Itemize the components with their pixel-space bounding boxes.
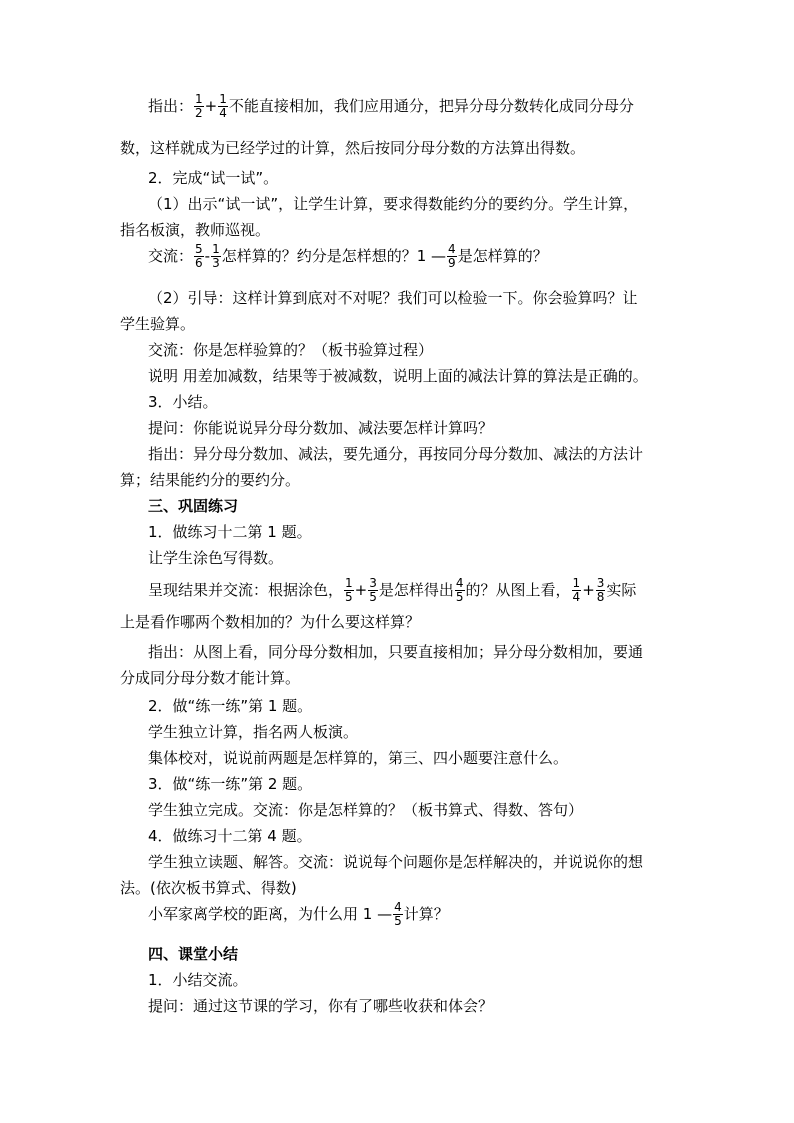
text-run: 学生验算。 bbox=[120, 315, 196, 333]
fraction-denominator: 5 bbox=[345, 590, 353, 604]
text-run: 计算？ bbox=[403, 905, 449, 923]
text-run: 3．小结。 bbox=[148, 393, 218, 411]
paragraph-line bbox=[148, 896, 754, 932]
fraction-denominator: 6 bbox=[195, 256, 203, 270]
fraction-numerator: 1 bbox=[219, 92, 227, 106]
text-run: 1．小结交流。 bbox=[148, 971, 248, 989]
paragraph-line bbox=[148, 88, 754, 124]
paragraph-line bbox=[120, 668, 754, 688]
text-run: 数，这样就成为已经学过的计算，然后按同分母分数的方法算出得数。 bbox=[120, 139, 586, 157]
text-run: 学生独立计算，指名两人板演。 bbox=[148, 723, 359, 741]
text-run: 指名板演，教师巡视。 bbox=[120, 221, 271, 239]
fraction-denominator: 5 bbox=[394, 914, 402, 928]
text-run: 小军家离学校的距离，为什么用 1 — bbox=[148, 905, 393, 923]
paragraph-line bbox=[120, 612, 754, 632]
paragraph-line bbox=[148, 522, 754, 542]
fraction-denominator: 4 bbox=[219, 106, 227, 120]
fraction-numerator: 5 bbox=[195, 242, 203, 256]
fraction-denominator: 8 bbox=[596, 590, 605, 604]
text-run: 三、巩固练习 bbox=[148, 497, 239, 515]
paragraph-line bbox=[120, 470, 754, 490]
fraction bbox=[368, 577, 378, 604]
fraction-denominator: 4 bbox=[572, 590, 581, 604]
fraction bbox=[393, 901, 403, 928]
text-run: + bbox=[582, 581, 595, 599]
text-run: 提问：你能说说异分母分数加、减法要怎样计算吗？ bbox=[148, 419, 494, 437]
paragraph-line bbox=[148, 548, 754, 568]
paragraph-line bbox=[148, 418, 754, 438]
text-run: 不能直接相加，我们应用通分，把异分母分数转化成同分母分 bbox=[228, 97, 634, 115]
text-run: 提问：通过这节课的学习，你有了哪些收获和体会？ bbox=[148, 997, 494, 1015]
paragraph-line bbox=[148, 722, 754, 742]
fraction bbox=[447, 243, 457, 270]
text-run: 是怎样得出 bbox=[378, 581, 454, 599]
fraction-denominator: 5 bbox=[455, 590, 464, 604]
fraction bbox=[596, 577, 606, 604]
fraction-denominator: 3 bbox=[212, 256, 220, 270]
paragraph-line bbox=[148, 826, 754, 846]
fraction bbox=[194, 93, 204, 120]
text-run: 4．做练习十二第 4 题。 bbox=[148, 827, 312, 845]
paragraph-line bbox=[148, 696, 754, 716]
fraction-denominator: 2 bbox=[195, 106, 203, 120]
text-run: 学生独立读题、解答。交流：说说每个问题你是怎样解决的，并说说你的想 bbox=[148, 853, 644, 871]
text-run: 是怎样算的？ bbox=[457, 247, 548, 265]
paragraph-line bbox=[148, 572, 754, 608]
paragraph-line bbox=[148, 970, 754, 990]
paragraph-line bbox=[148, 288, 754, 308]
text-run: + bbox=[354, 581, 368, 599]
paragraph-line bbox=[148, 852, 754, 872]
paragraph-line bbox=[148, 366, 754, 386]
paragraph-line bbox=[148, 194, 754, 214]
text-run: 指出：从图上看，同分母分数相加，只要直接相加；异分母分数相加，要通 bbox=[148, 643, 644, 661]
paragraph-line bbox=[148, 774, 754, 794]
fraction-numerator: 3 bbox=[369, 576, 377, 590]
paragraph-line bbox=[148, 800, 754, 820]
text-run: 让学生涂色写得数。 bbox=[148, 549, 284, 567]
text-run: 1．做练习十二第 1 题。 bbox=[148, 523, 312, 541]
paragraph-line bbox=[148, 340, 754, 360]
text-run: 2．完成“试一试”。 bbox=[148, 169, 279, 187]
fraction-numerator: 1 bbox=[195, 92, 203, 106]
fraction bbox=[455, 577, 465, 604]
paragraph-line bbox=[148, 392, 754, 412]
text-run: 上是看作哪两个数相加的？为什么要这样算？ bbox=[120, 613, 421, 631]
fraction-numerator: 1 bbox=[345, 576, 353, 590]
text-run: 呈现结果并交流：根据涂色， bbox=[148, 581, 344, 599]
text-run: 2．做“练一练”第 1 题。 bbox=[148, 697, 313, 715]
fraction-numerator: 3 bbox=[596, 576, 605, 590]
section-heading bbox=[148, 944, 754, 964]
fraction-denominator: 5 bbox=[369, 590, 377, 604]
text-run: 3．做“练一练”第 2 题。 bbox=[148, 775, 313, 793]
text-run: 学生独立完成。交流：你是怎样算的？（板书算式、得数、答句） bbox=[148, 801, 584, 819]
fraction-numerator: 4 bbox=[394, 900, 402, 914]
fraction-numerator: 1 bbox=[572, 576, 581, 590]
paragraph-line bbox=[120, 878, 754, 898]
text-run: 法。(依次板书算式、得数) bbox=[120, 879, 297, 897]
paragraph-line bbox=[120, 314, 754, 334]
paragraph-line bbox=[148, 642, 754, 662]
text-run: 集体校对，说说前两题是怎样算的，第三、四小题要注意什么。 bbox=[148, 749, 569, 767]
paragraph-line bbox=[148, 996, 754, 1016]
text-run: + bbox=[204, 97, 218, 115]
text-run: 四、课堂小结 bbox=[148, 945, 239, 963]
text-run: 交流：你是怎样验算的？（板书验算过程） bbox=[148, 341, 434, 359]
paragraph-line bbox=[148, 238, 754, 274]
section-heading bbox=[148, 496, 754, 516]
text-run: 说明 用差加减数，结果等于被减数，说明上面的减法计算的算法是正确的。 bbox=[148, 367, 648, 385]
text-run: 指出：异分母分数加、减法，要先通分，再按同分母分数加、减法的方法计 bbox=[148, 445, 644, 463]
text-run: 指出： bbox=[148, 97, 194, 115]
text-run: 的？从图上看， bbox=[465, 581, 571, 599]
text-run: 交流： bbox=[148, 247, 194, 265]
paragraph-line bbox=[120, 220, 754, 240]
fraction-numerator: 4 bbox=[455, 576, 464, 590]
fraction bbox=[344, 577, 354, 604]
fraction bbox=[218, 93, 228, 120]
fraction bbox=[572, 577, 582, 604]
fraction-numerator: 4 bbox=[448, 242, 456, 256]
text-run: 算；结果能约分的要约分。 bbox=[120, 471, 301, 489]
paragraph-line bbox=[148, 748, 754, 768]
paragraph-line bbox=[148, 444, 754, 464]
fraction-numerator: 1 bbox=[212, 242, 220, 256]
text-run: - bbox=[204, 247, 211, 265]
text-run: 实际 bbox=[606, 581, 637, 599]
text-run: 怎样算的？约分是怎样想的？1 — bbox=[221, 247, 447, 265]
fraction-denominator: 9 bbox=[448, 256, 456, 270]
text-run: （1）出示“试一试”，让学生计算，要求得数能约分的要约分。学生计算， bbox=[148, 195, 639, 213]
paragraph-line bbox=[120, 138, 754, 158]
fraction bbox=[211, 243, 221, 270]
fraction bbox=[194, 243, 204, 270]
text-run: （2）引导：这样计算到底对不对呢？我们可以检验一下。你会验算吗？让 bbox=[148, 289, 638, 307]
paragraph-line bbox=[148, 168, 754, 188]
text-run: 分成同分母分数才能计算。 bbox=[120, 669, 301, 687]
